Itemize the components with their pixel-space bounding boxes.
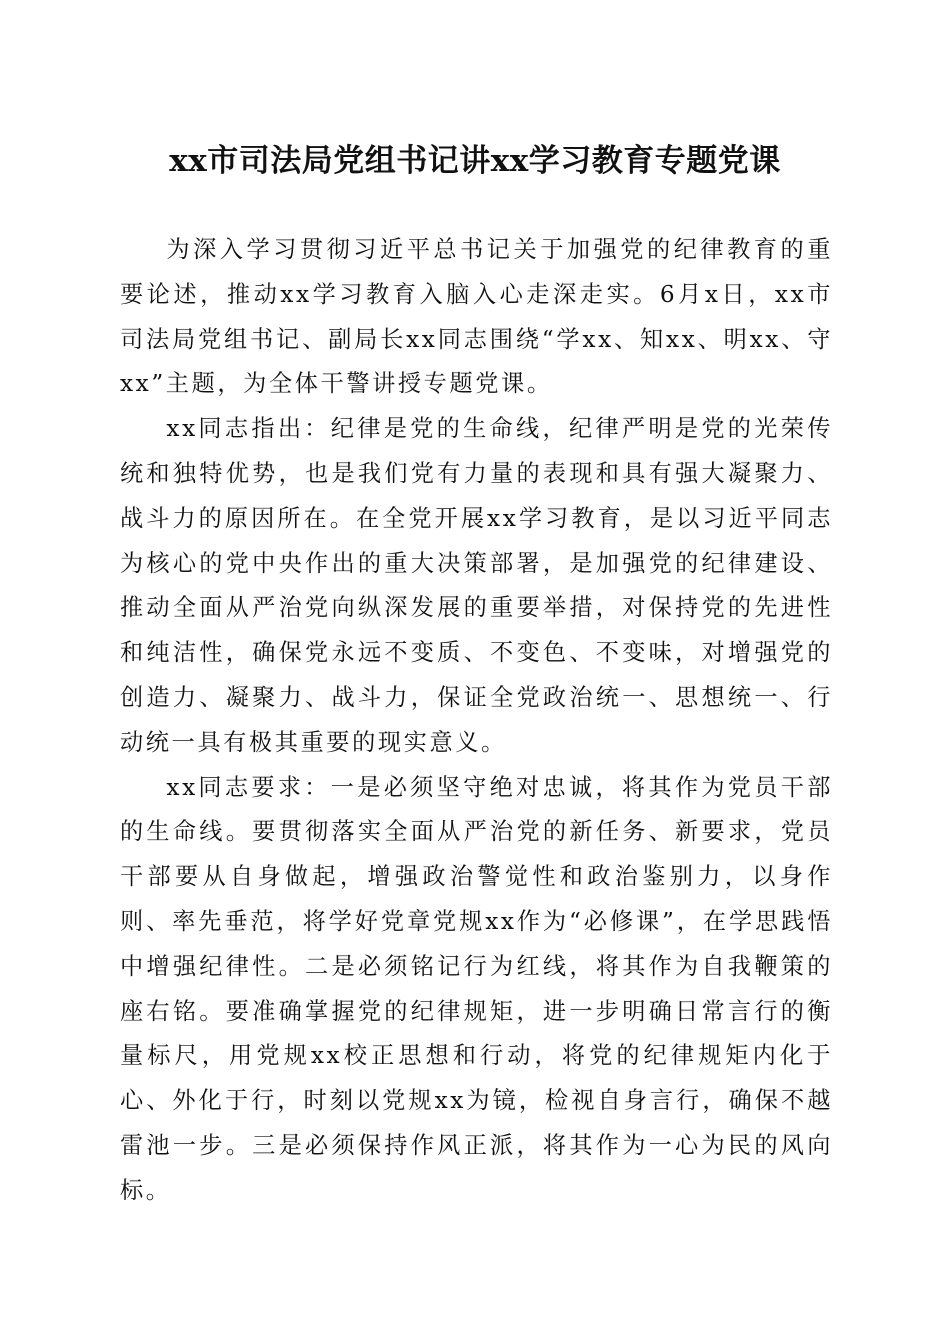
paragraph-intro: 为深入学习贯彻习近平总书记关于加强党的纪律教育的重要论述，推动xx学习教育入脑入心走深走实。6月x日，xx市司法局党组书记、副局长xx同志围绕“学xx、知xx、明xx、守xx”主题，为全体干警讲授专题党课。 [120, 236, 833, 398]
document-body [120, 228, 833, 1214]
document-title: xx市司法局党组书记讲xx学习教育专题党课 [169, 143, 781, 179]
paragraph-significance: xx同志指出：纪律是党的生命线，纪律严明是党的光荣传统和独特优势，也是我们党有力量的表现和具有强大凝聚力、战斗力的原因所在。在全党开展xx学习教育，是以习近平同志为核心的党中央作出的重大决策部署，是加强党的纪律建设、推动全面从严治党向纵深发展的重要举措，对保持党的先进性和纯洁性，确保党永远不变质、不变色、不变味，对增强党的创造力、凝聚力、战斗力，保证全党政治统一、思想统一、行动统一具有极其重要的现实意义。 [120, 415, 833, 756]
paragraph-requirements: xx同志要求：一是必须坚守绝对忠诚，将其作为党员干部的生命线。要贯彻落实全面从严治党的新任务、新要求，党员干部要从自身做起，增强政治警觉性和政治鉴别力，以身作则、率先垂范，将学好党章党规xx作为“必修课”，在学思践悟中增强纪律性。二是必须铭记行为红线，将其作为自我鞭策的座右铭。要准确掌握党的纪律规矩，进一步明确日常言行的衡量标尺，用党规xx校正思想和行动，将党的纪律规矩内化于心、外化于行，时刻以党规xx为镜，检视自身言行，确保不越雷池一步。三是必须保持作风正派，将其作为一心为民的风向标。 [120, 773, 833, 1204]
